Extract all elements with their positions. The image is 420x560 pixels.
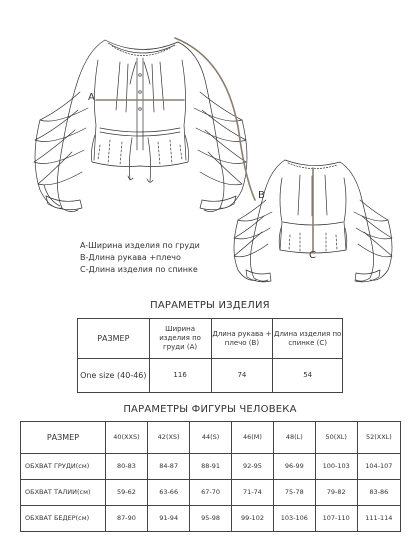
table-cell: 92-95 (232, 454, 274, 480)
legend-c: C-Длина изделия по спинке (80, 265, 198, 274)
value-back-length: 54 (273, 359, 343, 393)
label-b: B (258, 190, 265, 201)
label-a: A (88, 92, 95, 103)
header-back-length: Длина изделия по спинке (С) (273, 319, 343, 359)
header-sleeve-length: Длина рукава + плечо (В) (211, 319, 273, 359)
table-cell: 67-70 (190, 480, 232, 506)
table-cell: 80-83 (105, 454, 147, 480)
value-sleeve-length: 74 (211, 359, 273, 393)
row-label-chest: ОБХВАТ ГРУДИ(см) (21, 454, 106, 480)
measure-line-b (175, 38, 255, 200)
table-row (21, 454, 401, 480)
table-cell: 71-74 (232, 480, 274, 506)
table-cell: 84-87 (148, 454, 190, 480)
header-chest-width: Ширина изделия по груди (А) (149, 319, 211, 359)
legend-b: B-Длина рукава +плечо (80, 253, 181, 262)
size-one-size: One size (40-46) (78, 359, 150, 393)
table-cell: 83-86 (357, 480, 400, 506)
body-measurements-table (20, 421, 401, 532)
table-cell: 96-99 (273, 454, 315, 480)
size-column: 46(M) (232, 422, 274, 454)
size-column: 50(XL) (315, 422, 357, 454)
row-label-waist: ОБХВАТ ТАЛИИ(см) (21, 480, 106, 506)
table-cell: 63-66 (148, 480, 190, 506)
table-row (21, 506, 401, 532)
size-column: 42(XS) (148, 422, 190, 454)
table-cell: 59-62 (105, 480, 147, 506)
front-view-sketch (34, 40, 247, 212)
table-cell: 75-78 (273, 480, 315, 506)
table-cell: 87-90 (105, 506, 147, 532)
table-row (21, 480, 401, 506)
size-column: 48(L) (273, 422, 315, 454)
figure-table-title: ПАРАМЕТРЫ ФИГУРЫ ЧЕЛОВЕКА (123, 404, 297, 415)
row-label-hips: ОБХВАТ БЕДЕР(см) (21, 506, 106, 532)
table-cell: 95-98 (190, 506, 232, 532)
table-cell: 91-94 (148, 506, 190, 532)
value-chest-width: 116 (149, 359, 211, 393)
table-cell: 100-103 (315, 454, 357, 480)
table-cell: 104-107 (357, 454, 400, 480)
measurement-legend (80, 240, 200, 276)
legend-a: A-Ширина изделия по груди (80, 241, 200, 250)
label-c: C (309, 250, 316, 261)
table-cell: 107-110 (315, 506, 357, 532)
header-size: РАЗМЕР (78, 319, 150, 359)
table-cell: 103-106 (273, 506, 315, 532)
size-column: 40(XXS) (105, 422, 147, 454)
table-cell: 99-102 (232, 506, 274, 532)
size-column: 52(XXL) (357, 422, 400, 454)
product-measurements-table (77, 318, 343, 393)
table-cell: 111-114 (357, 506, 400, 532)
table-cell: 88-91 (190, 454, 232, 480)
table-cell: 79-82 (315, 480, 357, 506)
size-column: 44(S) (190, 422, 232, 454)
product-table-title: ПАРАМЕТРЫ ИЗДЕЛИЯ (150, 300, 270, 311)
header-size: РАЗМЕР (21, 422, 106, 454)
